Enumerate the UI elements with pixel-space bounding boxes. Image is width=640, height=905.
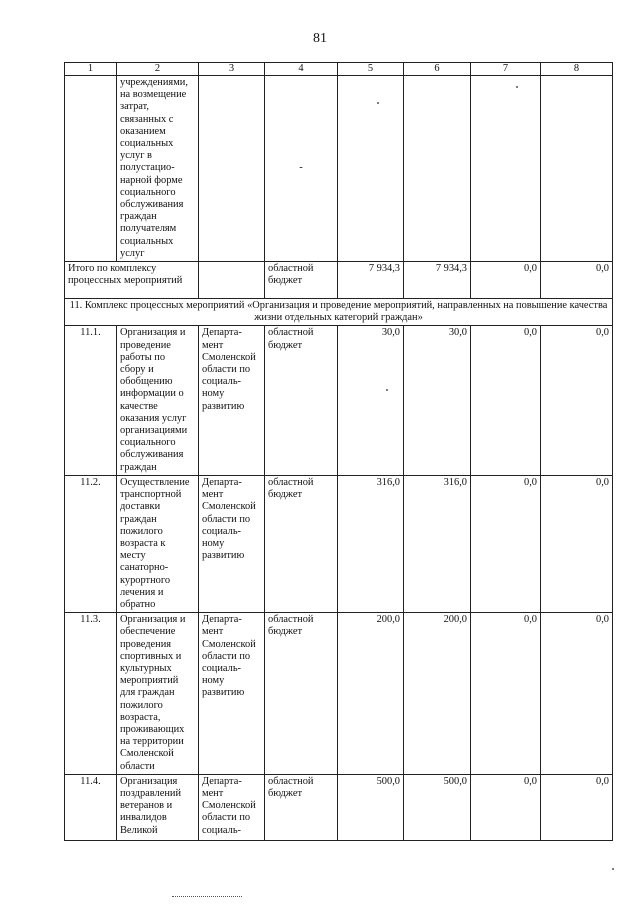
executor-cell: Департа- мент Смоленской области по социаль- — [199, 774, 265, 840]
year1-cell: 316,0 — [404, 475, 471, 612]
total-row — [65, 262, 613, 299]
dash-mark: - — [299, 162, 303, 174]
scan-line — [172, 896, 242, 898]
total-cell: 30,0 — [338, 326, 404, 475]
budget-table — [64, 62, 613, 841]
total-label: Итого по комплексу процессных мероприятий — [65, 262, 199, 299]
table-row — [65, 326, 613, 475]
year2-cell: 0,0 — [471, 475, 541, 612]
budget-cell: областной бюджет — [265, 326, 338, 475]
budget-cell: областной бюджет — [265, 613, 338, 775]
total-cell: 500,0 — [338, 774, 404, 840]
scan-speck — [516, 86, 518, 88]
table-row — [65, 613, 613, 775]
scan-speck — [377, 102, 379, 104]
year2-cell: 0,0 — [471, 613, 541, 775]
year2-cell: 0,0 — [471, 326, 541, 475]
page-number: 81 — [313, 31, 327, 46]
scan-speck — [612, 868, 614, 870]
executor-cell: Департа- мент Смоленской области по социаль- ному развитию — [199, 613, 265, 775]
column-header: 5 — [338, 63, 404, 76]
total-cell: 7 934,3 — [338, 262, 404, 299]
year2-cell: 0,0 — [471, 262, 541, 299]
column-header: 2 — [117, 63, 199, 76]
name-cell: Организация и проведение работы по сбору и обобщению информации о качестве оказания услуг организациями социального обслуживания граждан — [117, 326, 199, 475]
total-cell: 200,0 — [338, 613, 404, 775]
year1-cell: 500,0 — [404, 774, 471, 840]
total-cell: 316,0 — [338, 475, 404, 612]
year2-cell — [471, 76, 541, 262]
code-cell: 11.2. — [65, 475, 117, 612]
year1-cell — [404, 76, 471, 262]
column-header: 1 — [65, 63, 117, 76]
year2-cell: 0,0 — [471, 774, 541, 840]
executor-cell: Департа- мент Смоленской области по социаль- ному развитию — [199, 326, 265, 475]
name-cell: Организация поздравлений ветеранов и инвалидов Великой — [117, 774, 199, 840]
budget-cell: областной бюджет — [265, 475, 338, 612]
continued-row — [65, 76, 613, 262]
table-row — [65, 774, 613, 840]
section-row — [65, 299, 613, 326]
year3-cell: 0,0 — [541, 613, 613, 775]
code-cell: 11.4. — [65, 774, 117, 840]
code-cell: 11.1. — [65, 326, 117, 475]
total-cell — [338, 76, 404, 262]
section-title: 11. Комплекс процессных мероприятий «Организация и проведение мероприятий, направленных на повышение качества жизни отдельных категорий граждан» — [65, 299, 613, 326]
executor-cell — [199, 262, 265, 299]
table-row — [65, 475, 613, 612]
column-header: 4 — [265, 63, 338, 76]
column-header: 3 — [199, 63, 265, 76]
executor-cell: Департа- мент Смоленской области по социаль- ному развитию — [199, 475, 265, 612]
executor-cell — [199, 76, 265, 262]
year3-cell: 0,0 — [541, 326, 613, 475]
code-cell — [65, 76, 117, 262]
column-header: 7 — [471, 63, 541, 76]
scan-speck — [386, 389, 388, 391]
header-row — [65, 63, 613, 76]
code-cell: 11.3. — [65, 613, 117, 775]
budget-cell: областной бюджет — [265, 774, 338, 840]
budget-cell — [265, 76, 338, 262]
budget-cell: областной бюджет — [265, 262, 338, 299]
name-cell: Осуществление транспортной доставки граждан пожилого возраста к месту санаторно- курортного лечения и обратно — [117, 475, 199, 612]
column-header: 8 — [541, 63, 613, 76]
year3-cell — [541, 76, 613, 262]
year3-cell: 0,0 — [541, 774, 613, 840]
year3-cell: 0,0 — [541, 262, 613, 299]
name-cell: Организация и обеспечение проведения спортивных и культурных мероприятий для граждан пожилого возраста, проживающих на территории Смоленской области — [117, 613, 199, 775]
year3-cell: 0,0 — [541, 475, 613, 612]
name-cell: учреждениями, на возмещение затрат, связанных с оказанием социальных услуг в полустацио- нарной форме социального обслуживания граждан получателям социальных услуг — [117, 76, 199, 262]
year1-cell: 200,0 — [404, 613, 471, 775]
year1-cell: 30,0 — [404, 326, 471, 475]
year1-cell: 7 934,3 — [404, 262, 471, 299]
column-header: 6 — [404, 63, 471, 76]
